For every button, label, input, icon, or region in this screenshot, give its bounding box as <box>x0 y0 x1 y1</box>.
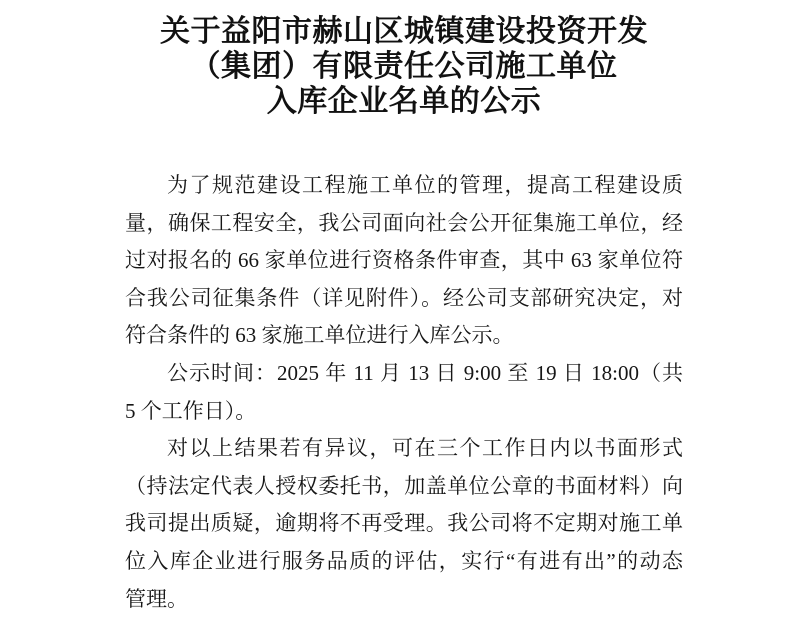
body-line: （持法定代表人授权委托书，加盖单位公章的书面材料）向 <box>125 473 683 498</box>
body-line: 对以上结果若有异议，可在三个工作日内以书面形式 <box>167 436 683 461</box>
body-line: 量，确保工程安全，我公司面向社会公开征集施工单位，经 <box>125 210 683 235</box>
body-line: 符合条件的 63 家施工单位进行入库公示。 <box>125 323 514 348</box>
document-title <box>125 14 683 119</box>
body-line: 管理。 <box>125 586 188 611</box>
body-line-publicity-time: 公示时间：2025 年 11 月 13 日 9:00 至 19 日 18:00（共 <box>167 360 683 385</box>
title-line-2: （集团）有限责任公司施工单位 <box>190 50 618 83</box>
body-line: 过对报名的 66 家单位进行资格条件审查，其中 63 家单位符 <box>125 248 683 273</box>
title-line-1: 关于益阳市赫山区城镇建设投资开发 <box>160 15 648 48</box>
body-line: 我司提出质疑，逾期将不再受理。我公司将不定期对施工单 <box>125 511 683 536</box>
body-line: 为了规范建设工程施工单位的管理，提高工程建设质 <box>167 173 683 197</box>
title-line-3: 入库企业名单的公示 <box>266 85 542 118</box>
body-line: 合我公司征集条件（详见附件）。经公司支部研究决定，对 <box>125 285 683 310</box>
body-line: 位入库企业进行服务品质的评估，实行“有进有出”的动态 <box>125 548 683 573</box>
document-content <box>125 14 683 618</box>
document-body <box>125 167 683 618</box>
body-line: 5 个工作日）。 <box>125 398 257 423</box>
